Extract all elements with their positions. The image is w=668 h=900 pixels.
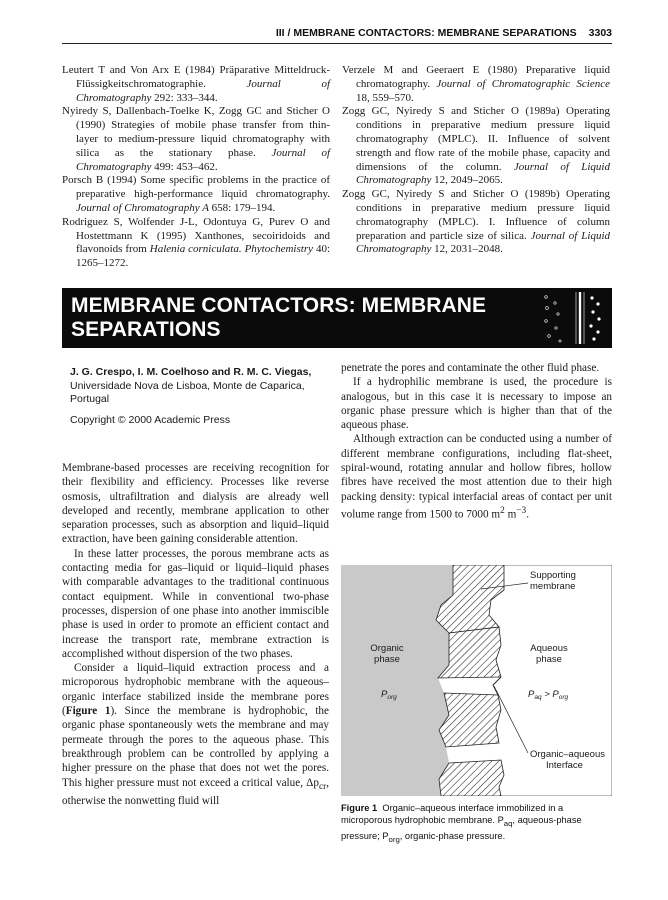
author-names: J. G. Crespo, I. M. Coelhoso and R. M. C. Viegas, — [70, 366, 312, 378]
article-title-banner — [62, 288, 612, 348]
membrane-lower-wall — [439, 693, 501, 747]
figure-caption: Figure 1 Organic–aqueous interface immobilized in a microporous hydrophobic membrane. $P_{aq}$, aqueous-phase pressure; $P_{org}$, organic-phase pressure. — [341, 803, 582, 845]
running-title: III / MEMBRANE CONTACTORS: MEMBRANE SEPARATIONS — [275, 27, 577, 39]
label-organic-phase-2: phase — [374, 654, 400, 665]
reference-item: Zogg GC, Nyiredy S and Sticher O (1989a) Operating conditions in preparative medium pressure liquid chromatography (MPLC). II. Influence of solvent strength and flow rate of the mobile phase, capacity and dimensions of the column. Journal of Liquid Chromatography 12, 2049–2065. — [342, 105, 610, 187]
affiliation-country: Portugal — [70, 393, 110, 405]
figure-reference: Figure 1 — [65, 705, 111, 718]
body-paragraph: penetrate the pores and contaminate the other fluid phase. — [341, 362, 600, 374]
page-number: 3303 — [588, 27, 612, 39]
reference-item: Porsch B (1994) Some specific problems in the practice of preparative high-performance liquid chromatography. Journal of Chromatography A 658: 179–194. — [62, 174, 330, 214]
organic-phase-region — [341, 565, 453, 796]
label-aqueous-phase-2: phase — [536, 654, 562, 665]
label-aqueous-phase: Aqueous — [530, 643, 568, 654]
label-supporting-membrane: Supporting — [530, 570, 576, 581]
body-paragraph: Although extraction can be conducted using a number of different membrane configurations, including flat-sheet, spiral-wound, rotating annular and hollow fibres, hollow fibres have received the most attention due to their high packing density: typical interfacial areas of contact per unit volume range from 1500 to 7000 $m^2$ $m^{-3}$. — [341, 433, 612, 521]
banner-decoration-icon — [538, 288, 612, 348]
label-interface-2: Interface — [546, 760, 583, 771]
membrane-bottom-wall — [439, 760, 504, 796]
label-supporting-membrane-2: membrane — [530, 581, 576, 592]
article-title: MEMBRANE CONTACTORS: MEMBRANE SEPARATIONS — [71, 294, 487, 341]
label-organic-phase: Organic — [370, 643, 404, 654]
header-rule — [62, 43, 612, 44]
copyright-notice: Copyright © 2000 Academic Press — [70, 414, 231, 426]
body-paragraph: Membrane-based processes are receiving recognition for their flexibility and efficiency. Processes like reverse osmosis, ultrafiltration and dialysis are already well developed and recently, membrane application to other separation processes, such as absorption and liquid–liquid extraction, have been gaining considerable attention. — [62, 462, 329, 546]
body-left-column — [62, 461, 329, 808]
author-block — [70, 366, 335, 407]
references-left-column — [62, 64, 330, 271]
figure-1-diagram — [341, 565, 612, 796]
label-p-aq-gt-p-org: $P_{aq} > P_{org}$ — [528, 689, 569, 701]
reference-item: Zogg GC, Nyiredy S and Sticher O (1989b) Operating conditions in preparative medium pressure liquid chromatography (MPLC). I. Influence of column preparation and particle size of silica. Journal of Liquid Chromatography 12, 2031–2048. — [342, 188, 611, 256]
reference-item: Leutert T and Von Arx E (1984) Präparative Mitteldruck-Flüssigkeitschromatographie. Journal of Chromatography 292: 333–344. — [62, 64, 330, 104]
reference-item: Verzele M and Geeraert E (1980) Preparative liquid chromatography. Journal of Chromatographic Science 18, 559–570. — [342, 64, 611, 104]
caption-label: Figure 1 — [341, 803, 378, 813]
reference-item: Rodriguez S, Wolfender J-L, Odontuya G, Purev O and Hostettmann K (1995) Xanthones, secoiridoids and flavonoids from Halenia corniculata. Phytochemistry 40: 1265–1272. — [62, 215, 331, 270]
body-paragraph: If a hydrophilic membrane is used, the procedure is analogous, but in this case it is necessary to impose an organic phase pressure which is higher than that of the aqueous phase. — [341, 376, 612, 432]
reference-item: Nyiredy S, Dallenbach-Toelke K, Zogg GC and Sticher O (1990) Strategies of mobile phase transfer from thin-layer to medium-pressure liquid chromatography with silica as the stationary phase. Journal of Chromatography 499: 453–462. — [62, 105, 330, 173]
body-right-column — [341, 361, 612, 522]
label-interface: Organic–aqueous — [530, 749, 605, 760]
references-right-column — [342, 64, 610, 257]
label-p-org: $P_{org}$ — [381, 689, 397, 701]
body-paragraph: Consider a liquid–liquid extraction process and a microporous hydrophobic membrane with the aqueous–organic interface stabilized inside the membrane pores (Figure 1). Since the membrane is hydrophobic, the organic phase spontaneously wets the membrane and may permeate through the pores to the aqueous phase. This breakthrough problem can be controlled by applying a higher pressure on the phase that does not wet the pores. This higher pressure must not exceed a critical value, $\Delta p_{cr}$, otherwise the nonwetting fluid will — [62, 662, 329, 808]
affiliation: Universidade Nova de Lisboa, Monte de Caparica, — [70, 379, 305, 392]
body-paragraph: In these latter processes, the porous membrane acts as contacting media for gas–liquid or liquid–liquid phases with comparable advantages to the traditional continuous contact equipment. While in conventional two-phase processes, dispersion of one phase into another immiscible phase is used in order to promote an efficient contact and increase the transport rate, membrane extraction is accomplished without dispersion of the two phases. — [62, 547, 329, 660]
